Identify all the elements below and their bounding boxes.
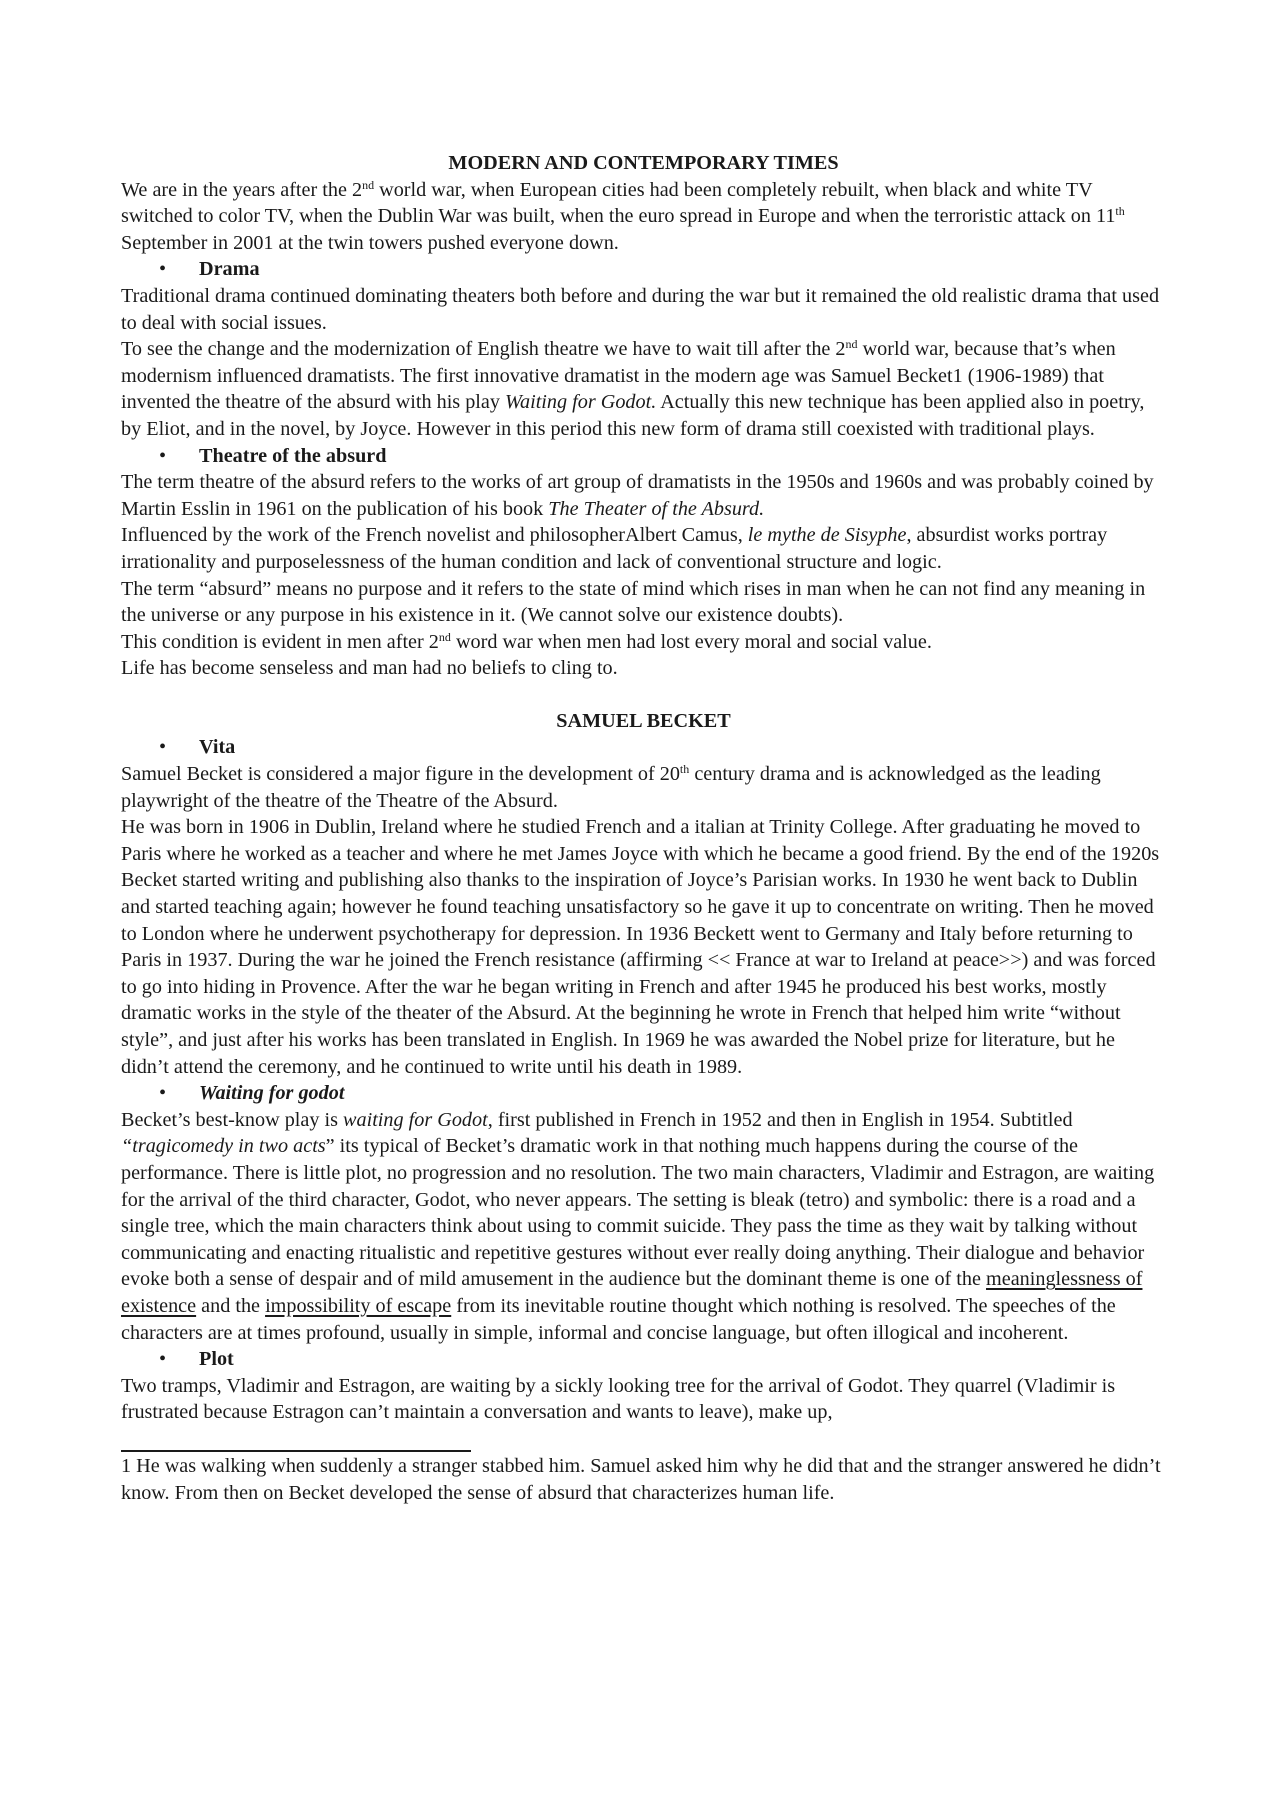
heading-plot-label: Plot bbox=[199, 1348, 234, 1371]
bullet-heading-plot bbox=[121, 1346, 1166, 1373]
footnote-separator bbox=[121, 1450, 471, 1452]
bullet-heading-absurd bbox=[121, 443, 1166, 470]
vita-paragraph-1 bbox=[121, 761, 1166, 814]
absurd-paragraph-5: Life has become senseless and man had no beliefs to cling to. bbox=[121, 657, 618, 680]
drama-paragraph-1: Traditional drama continued dominating theaters both before and during the war but it remained the old realistic drama that used to deal with social issues. bbox=[121, 284, 1160, 334]
heading-godot-label: Waiting for godot bbox=[199, 1082, 345, 1105]
bullet-dot: • bbox=[159, 1348, 167, 1371]
intro-sup-2: th bbox=[1115, 204, 1125, 219]
bullet-heading-drama bbox=[121, 256, 1166, 283]
drama-p2-text-a: To see the change and the modernization of English theatre we have to wait till after the 2 bbox=[121, 338, 846, 361]
absurd-p4-text-b: word war when men had lost every moral and social value. bbox=[450, 630, 932, 653]
drama-paragraph-2 bbox=[121, 336, 1166, 442]
document-page bbox=[121, 150, 1166, 1506]
absurd-p1-text: The term theatre of the absurd refers to the works of art group of dramatists in the 1950s and 1960s and was probably coined by Martin Esslin in 1961 on the publication of his book bbox=[121, 471, 1154, 520]
godot-text-c: ” its typical of Becket’s dramatic work in that nothing much happens during the course of the performance. There is little plot, no progression and no resolution. The two main characters, Vladimir and Estragon, are waiting for the arrival of the third character, Godot, who never appears. The setting is bleak (tetro) and symbolic: there is a road and a single tree, which the main characters think about using to commit suicide. They pass the time as they wait by talking without communicating and enacting ritualistic and repetitive gestures without ever really doing anything. Their dialogue and behavior evoke both a sense of despair and of mild amusement in the audience but the dominant theme is one of the bbox=[121, 1135, 1155, 1291]
drama-p2-play-title: Waiting for Godot. bbox=[505, 391, 657, 414]
godot-text-e: from its inevitable routine thought which nothing is resolved. The speeches of the characters are at times profound, usually in simple, informal and concise language, but often illogical and incoherent. bbox=[121, 1294, 1116, 1344]
godot-paragraph bbox=[121, 1107, 1166, 1346]
bullet-dot: • bbox=[159, 736, 167, 759]
absurd-paragraph-2 bbox=[121, 522, 1166, 575]
absurd-p4-sup: nd bbox=[438, 629, 451, 644]
intro-text-2: world war, when European cities had been completely rebuilt, when black and white TV switched to color TV, when the Dublin War was built, when the euro spread in Europe and when the terroristic attack on 11 bbox=[121, 178, 1116, 228]
drama-p2-text-c: Actually this new technique has been applied also in poetry, by Eliot, and in the novel, by Joyce. However in this period this new form of drama still coexisted with traditional plays. bbox=[121, 391, 1145, 440]
godot-text-b: , first published in French in 1952 and then in English in 1954. Subtitled bbox=[487, 1108, 1073, 1131]
plot-paragraph: Two tramps, Vladimir and Estragon, are waiting by a sickly looking tree for the arrival of Godot. They quarrel (Vladimir is frustrated because Estragon can’t maintain a conversation and wants to leave), make up, bbox=[121, 1374, 1116, 1424]
absurd-p2-book-title: le mythe de Sisyphe bbox=[747, 524, 907, 547]
absurd-paragraph-1 bbox=[121, 469, 1166, 522]
godot-text-d: and the bbox=[196, 1294, 266, 1317]
absurd-paragraph-3: The term “absurd” means no purpose and it refers to the state of mind which rises in man when he can not find any meaning in the universe or any purpose in his existence in it. (We cannot solve our existence doubts). bbox=[121, 577, 1146, 627]
absurd-p4-text-a: This condition is evident in men after 2 bbox=[121, 630, 439, 653]
heading-absurd-label: Theatre of the absurd bbox=[199, 444, 387, 467]
godot-underlined-theme-2: impossibility of escape bbox=[265, 1294, 452, 1317]
absurd-p1-book-title: The Theater of the Absurd. bbox=[548, 497, 765, 520]
bullet-heading-godot bbox=[121, 1080, 1166, 1107]
bullet-dot: • bbox=[159, 258, 167, 281]
vita-paragraph-2: He was born in 1906 in Dublin, Ireland where he studied French and a italian at Trinity College. After graduating he moved to Paris where he worked as a teacher and where he met James Joyce with which he became a good friend. By the end of the 1920s Becket started writing and publishing also thanks to the inspiration of Joyce’s Parisian works. In 1930 he went back to Dublin and started teaching again; however he found teaching unsatisfactory so he gave it up to concentrate on writing. Then he moved to London where he underwent psychotherapy for depression. In 1936 Beckett went to Germany and Italy before returning to Paris in 1937. During the war he joined the French resistance (affirming << France at war to Ireland at peace>>) and was forced to go into hiding in Provence. After the war he began writing in French and after 1945 he produced his best works, mostly dramatic works in the style of the theater of the Absurd. At the beginning he wrote in French that helped him write “without style”, and just after his works has been translated in English. In 1969 he was awarded the Nobel prize for literature, but he didn’t attend the ceremony, and he continued to write until his death in 1989. bbox=[121, 816, 1160, 1078]
bullet-dot: • bbox=[159, 444, 167, 467]
vita-p1-sup: th bbox=[679, 762, 690, 777]
intro-paragraph bbox=[121, 177, 1166, 257]
bullet-heading-vita bbox=[121, 734, 1166, 761]
bullet-dot: • bbox=[159, 1082, 167, 1105]
godot-text-a: Becket’s best-know play is bbox=[121, 1108, 344, 1131]
section-title-modern: MODERN AND CONTEMPORARY TIMES bbox=[448, 152, 839, 174]
vita-p1-text-a: Samuel Becket is considered a major figure in the development of 20 bbox=[121, 763, 680, 786]
godot-subtitle: “tragicomedy in two acts bbox=[121, 1135, 326, 1158]
godot-play-title: waiting for Godot bbox=[343, 1108, 488, 1131]
absurd-p2-text-b: , absurdist works portray irrationality and purposelessness of the human condition and lack of conventional structure and logic. bbox=[121, 524, 1108, 573]
godot-underlined-theme-1: meaninglessness of existence bbox=[121, 1268, 1143, 1317]
heading-drama-label: Drama bbox=[199, 258, 260, 281]
footnote: 1 He was walking when suddenly a stranger stabbed him. Samuel asked him why he did that and the stranger answered he didn’t know. From then on Becket developed the sense of absurd that characterizes human life. bbox=[121, 1454, 1161, 1504]
heading-vita-label: Vita bbox=[199, 736, 236, 759]
absurd-paragraph-4 bbox=[121, 629, 1166, 656]
vita-p1-text-b: century drama and is acknowledged as the leading playwright of the theatre of the Theatre of the Absurd. bbox=[121, 763, 1101, 812]
drama-p2-text-b: world war, because that’s when modernism influenced dramatists. The first innovative dramatist in the modern age was Samuel Becket1 (1906-1989) that invented the theatre of the absurd with his play bbox=[121, 338, 1116, 414]
intro-sup-1: nd bbox=[362, 177, 375, 192]
section-title-becket: SAMUEL BECKET bbox=[556, 709, 731, 732]
intro-text-1: We are in the years after the 2 bbox=[121, 178, 363, 201]
absurd-p2-text-a: Influenced by the work of the French novelist and philosopherAlbert Camus, bbox=[121, 524, 748, 547]
drama-p2-sup: nd bbox=[845, 337, 858, 352]
intro-text-3: September in 2001 at the twin towers pushed everyone down. bbox=[121, 231, 619, 254]
